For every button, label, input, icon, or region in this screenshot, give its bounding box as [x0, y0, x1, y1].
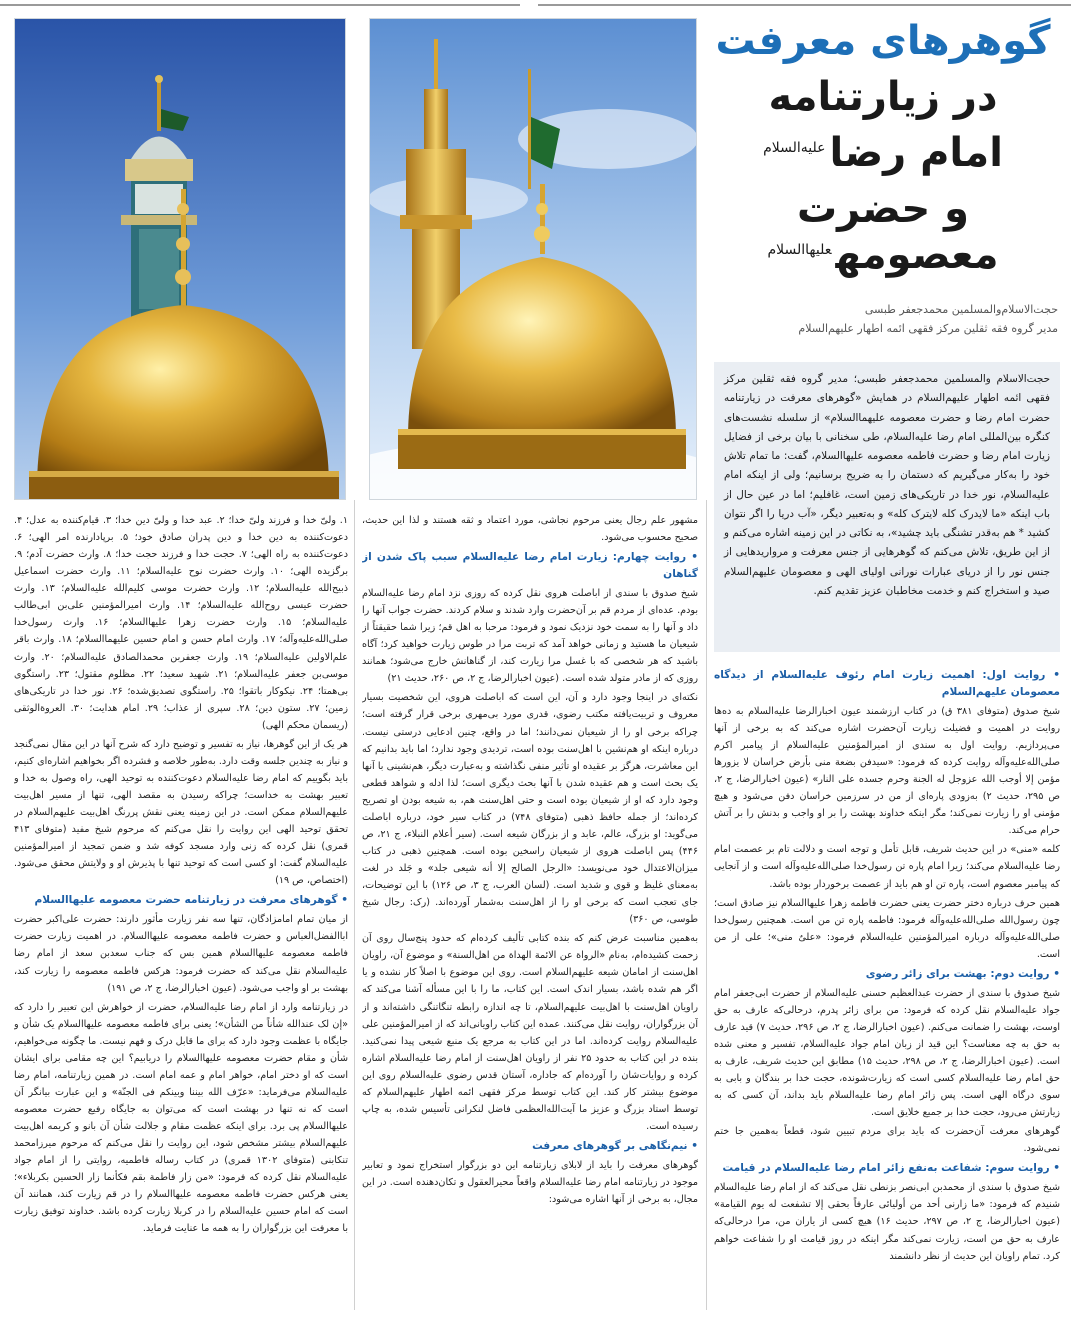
column-middle [362, 512, 698, 1314]
headline-line-4: و حضرت معصومه$^{علیهاالسلام}$ [767, 186, 999, 278]
section-title-2: • روایت دوم: بهشت برای زائر رضوی [865, 967, 1060, 980]
paragraph: نکته‌ای در اینجا وجود دارد و آن، این است که اباصلت هروی، این شخصیت بسیار معروف و تربیت‌یافته مکتب رضوی، قدری مورد بی‌مهری برخی قرار گرفته است؛ چراکه برخی او را از شیعیان نمی‌دانند؛ اما در واقع، چنین ادعایی درستی نیست. درباره اینکه او هم‌نشین با اهل‌سنت بوده است، تردیدی وجود ندارد؛ اما باید بدانیم که این معاشرت، هرگز بر عقیده او تأثیر منفی نگذاشته و به‌عبارت دیگر، هم‌نشینی با آنها یک بحث است و هم عقیده شدن با آنها بحث دیگری است؛ لذا ادله و شواهد قطعی وجود دارد که او از شیعیان بوده است و حتی اهل‌سنت هم، به شیعه بودن او تصریح کرده‌اند؛ از جمله حافظ ذهبی (متوفای ۷۴۸) در کتاب سیر خود، درباره اباصلت می‌گوید: او بزرگ، عالم، عابد و از بزرگان شیعه است. (سیر أعلام النبلاء، ج ۲۱، ص ۴۴۶) پس اباصلت هروی از شیعیان راسخین بوده است. همچنین ذهبی در کتاب میزان‌الاعتدال خود می‌نویسد: «الرجل الصالح إلا أنه شیعی جلد» و جَلد در لغت به‌معنای غلیظ و قوی و شدید است. (لسان العرب، ج ۳، ص ۱۲۶) با این توضیحات، جای تعجب است که برخی او را از اهل‌سنت به‌شمار آورده‌اند. (رک: رجال شیخ طوسی، ص ۳۶۰) [362, 692, 698, 926]
top-rule [0, 0, 1071, 10]
paragraph: گوهرهای معرفت را باید از لابلای زیارتنامه این دو بزرگوار استخراج نمود و تعابیر موجود در زیارتنامه امام رضا علیه‌السلام واقعاً محیرالعقول و تکان‌دهنده است. در این مجال، به برخی از آنها اشاره می‌شود: [362, 1159, 698, 1206]
honorific-reza: علیه‌السلام [763, 139, 826, 156]
section-title-5: • نیم‌نگاهی بر گوهرهای معرفت [532, 1140, 698, 1152]
section-title-1: • روایت اول: اهمیت زیارت امام رئوف علیه‌السلام از دیدگاه معصومان علیهم‌السلام [714, 669, 1060, 698]
author-name: حجت‌الاسلام‌والمسلمین محمدجعفر طبسی [864, 303, 1058, 316]
paragraph: در زیارتنامه وارد از امام رضا علیه‌السلام، حضرت از خواهرش این تعبیر را دارد که «إن لک عندالله شأناً من الشأن»؛ یعنی برای فاطمه معصومه علیهاالسلام یک شأن و جایگاه با عظمت وجود دارد که برای ما قابل درک و فهم نیست. ما چگونه می‌خواهیم، شأن و مقام حضرت معصومه علیهاالسلام را دریابیم؟ این چه مقامی برای ایشان است که او دختر امام، خواهر امام و عمه امام است. در همین زیارتنامه، امام رضا علیه‌السلام می‌فرماید: «عرّف الله بیننا وبینکم فی الجنّة» و این عبارت بیانگر آن است که نه تنها در بهشت است که می‌توان به جایگاه رفیع حضرت معصومه علیهاالسلام پی برد. برای اینکه عظمت مقام و جلالت شأن آن بانو و کریمه اهل‌بیت علیهم‌السلام بیشتر مشخص شود، این روایت را نقل می‌کنم که مرحوم میرزامحمد تنکابنی (متوفای ۱۳۰۲ قمری) در کتاب رساله فاطمیه، روایتی را از امام جواد علیه‌السلام نقل کرده که فرمود: «من زار فاطمة بقم فکأنما زار الحسین بکربلاء»؛ یعنی هرکس حضرت فاطمه معصومه علیهاالسلام را در قم زیارت کند، همانند آن است که امام حسین علیه‌السلام را در کربلا زیارت کرده باشد. خداوند توفیق زیارت با معرفت این بزرگواران را به همه ما عنایت فرماید. [14, 1001, 348, 1235]
shrine-dome-photo-middle [369, 18, 697, 500]
headline [708, 18, 1058, 278]
paragraph: شیخ صدوق با سندی از حضرت عبدالعظیم حسنی علیه‌السلام از حضرت ابی‌جعفر امام جواد علیه‌السلام نقل کرده که فرمود: من برای زائر پدرم، درحالی‌که عارف به حق اوست، بهشت را ضمانت می‌کنم. (عیون اخبارالرضا، ج ۲، ص ۲۹۶، حدیث ۷) قید عارف به حق به چه معناست؟ این قید از زبان امام جواد علیه‌السلام، تفسیر و معنی شده است. (عیون اخبارالرضا، ج ۲، ص ۲۹۸، حدیث ۱۵) مطابق این حدیث شریف، عارف به حق امام رضا علیه‌السلام کسی است که زیارت‌شونده، حجت خدا بر بندگان و بابی به سوی درگاه الهی است. پس زائر امام رضا علیه‌السلام باید بداند، آن کسی که به زیارتش می‌رود، حجت خدا بر جمیع خلایق است. [714, 987, 1060, 1119]
paragraph: گوهرهای معرفت آن‌حضرت که باید برای مردم تبیین شود، قطعاً به‌همین جا ختم نمی‌شود. [714, 1126, 1060, 1155]
paragraph: از میان تمام امامزادگان، تنها سه نفر زیارت مأثور دارند: حضرت علی‌اکبر حضرت اباالفضل‌العباس و حضرت فاطمه معصومه علیهاالسلام. در اهمیت زیارت حضرت فاطمه معصومه علیهاالسلام همین بس که جناب سعدبن سعد از امام رضا علیه‌السلام نقل می‌کند که حضرت فرمود: هرکس فاطمه معصومه را زیارت کند، بهشت بر او واجب می‌شود. (عیون اخبارالرضا، ج ۲، ص ۱۹۱) [14, 914, 348, 994]
section-title-6: • گوهرهای معرفت در زیارتنامه حضرت معصومه علیهاالسلام [34, 894, 348, 907]
author-position: مدیر گروه فقه ثقلین مرکز فقهی ائمه اطهار علیهم‌السلام [798, 322, 1058, 336]
headline-line-3: امام رضا$^{علیه‌السلام}$ [763, 130, 1003, 176]
shrine-dome-photo-left [14, 18, 346, 500]
column-right [714, 664, 1060, 1314]
paragraph: به‌همین مناسبت عرض کنم که بنده کتابی تألیف کرده‌ام که حدود پنج‌سال روی آن زحمت کشیده‌ام، به‌نام «الرواة عن الائمة الهداة من اهل‌السنة» و موضوع آن، راویان اهل‌سنت از امامان شیعه علیهم‌السلام است. روی این موضوع با اصلاً کار نشده و یا اگر هم شده باشد، بسیار اندک است. این کتاب، ما را با این مسأله آشنا می‌کند که راویان اهل‌سنت با اهل‌بیت علیهم‌السلام، تا چه اندازه رابطه تنگاتنگی داشته‌اند و از آن بزرگواران، روایت نقل می‌کنند. عمده این کتاب راویانی‌اند که از امیرالمؤمنین علی علیه‌السلام روایت کرده‌اند. اما در این کتاب به مرجع یک منبع شیعی پیدا نمی‌کنید. بنده در این کتاب به حدود ۲۵ نفر از راویان اهل‌سنت از امام رضا علیه‌السلام اشاره کرده و روایات‌شان را آورده‌ام که جاداره، آستان قدس رضوی علیه‌السلام روی این موضوع بیشتر کار کند. این کتاب توسط مرکز فقهی ائمه اطهار علیهم‌السلام که توسط استاد بزرگ و عزیز ما آیت‌الله‌العظمی فاضل لنکرانی تأسیس شده، به چاپ رسیده است. [362, 933, 698, 1132]
headline-line-2: در زیارتنامه [768, 74, 998, 120]
section-title-3: • روایت سوم: شفاعت به‌نفع زائر امام رضا علیه‌السلام در قیامت [722, 1162, 1060, 1175]
column-left [14, 512, 348, 1314]
paragraph: شیخ صدوق با سندی از اباصلت هروی نقل کرده که روزی نزد امام رضا علیه‌السلام بودم. عده‌ای از مردم قم بر آن‌حضرت وارد شدند و سلام کردند. حضرت جواب آنها را داد و آنها را به سمت خود نزدیک نمود و فرمود: مرحبا به اهل قم؛ زیرا شما حقیقتاً از شیعیان ما هستید و زمانی خواهد آمد که تربت مرا در طوس زیارت خواهید کرد؛ آگاه باشید که هر شخصی که با غسل مرا زیارت کند، از گناهانش خارج می‌شود؛ همانند روزی که از مادر متولد شده است. (عیون اخبارالرضا، ج ۲، ص ۲۶۰، حدیث ۲۱) [362, 588, 698, 685]
paragraph: همین حرف درباره دختر حضرت یعنی حضرت فاطمه زهرا علیهاالسلام نیز صادق است؛ چون رسول‌الله صلی‌الله‌علیه‌وآله فرمود: فاطمه پاره تن من است. همچنین رسول‌خدا صلی‌الله‌علیه‌وآله درباره امیرالمؤمنین علیه‌السلام فرمود: «علیٌ منی»؛ علی از من است. [714, 897, 1060, 960]
intro-box: حجت‌الاسلام والمسلمین محمدجعفر طبسی؛ مدیر گروه فقه ثقلین مرکز فقهی ائمه اطهار علیهم‌السلام در همایش «گوهرهای معرفت در زیارتنامه حضرت امام رضا و حضرت معصومه علیهماالسلام» از سلسله نشست‌های کنگره بین‌المللی امام رضا علیه‌السلام، طی سخنانی با بیان برخی از فضایل زیارت امام رضا و حضرت فاطمه معصومه علیهاالسلام، گفت: ما تمام تلاش خود را به‌کار می‌گیریم که دستمان را به ضریح برسانیم؛ ولی از اینکه امام علیه‌السلام، نور خدا در تاریکی‌های زمین است، غافلیم؛ اما در عین حال از باب اینکه «ما لایدرک کله لایترک کله» و به‌تعبیر دیگر، «آب دریا را اگر نتوان کشید * هم به‌قدر تشنگی باید چشید»، به نکاتی در این زمینه اشاره می‌کنم و از این طریق، تلاش می‌کنم که گوهرهایی از جنس معرفت و مرواریدهایی از جنس نور را از دریای عبارات نورانی اولیای الهی و معصومان علیهم‌السلام صید و استخراج کنم و خدمت مخاطبان عزیز تقدیم کنم. [714, 362, 1060, 652]
column-divider [706, 500, 707, 1310]
paragraph: شیخ صدوق (متوفای ۳۸۱ ق) در کتاب ارزشمند عیون اخبارالرضا علیه‌السلام به ده‌ها روایت در اهمیت و فضیلت زیارت آن‌حضرت اشاره می‌کند که به برخی از آنها می‌پردازیم. روایت اول به سندی از امیرالمؤمنین علیه‌السلام از پیامبر اکرم صلی‌الله‌علیه‌وآله روایت کرده که فرمود: «سیدفن بضعة منی بأرض خراسان لا یزورها مؤمن إلا أوجب الله عزوجل له الجنة وحرم جسده علی النار» (عیون اخبارالرضا، ج ۲، ص ۲۹۵، حدیث ۲) به‌زودی پاره‌ای از من در سرزمین خراسان دفن می‌شود و هیچ مؤمنی او را زیارت نمی‌کند؛ مگر اینکه خداوند بهشت را بر او واجب و بدنش را بر آتش حرام می‌کند. [714, 705, 1060, 837]
honorific-masoumeh: علیهاالسلام [767, 241, 832, 258]
dome-minaret-illustration [14, 19, 345, 500]
golden-dome-illustration [369, 19, 696, 500]
section-title-4: • روایت چهارم: زیارت امام رضا علیه‌السلام سبب پاک شدن از گناهان [362, 551, 698, 581]
paragraph: هر یک از این گوهرها، نیاز به تفسیر و توضیح دارد که شرح آنها در این مقال نمی‌گنجد و نیاز به چندین جلسه وقت دارد. به‌طور خلاصه و فشرده اگر بخواهیم اشاره‌ای کنیم، باید بگوییم که امام رضا علیه‌السلام دعوت‌کننده به توحید الهی، راه وصول به خدا و تعبیر بهشت به خداست؛ چراکه رسیدن به مقصد الهی، تنها از مسیر اهل‌بیت علیهم‌السلام ممکن است. در این زمینه یعنی نقش پررنگ اهل‌بیت علیهم‌السلام در تحقق توحید الهی این روایت را نقل می‌کنم که مرحوم شیخ مفید (متوفای ۴۱۳ قمری) نقل کرده که زنی وارد مسجد کوفه شد و ضمن تمجید از امیرالمؤمنین علیه‌السلام گفت: او کسی است که توحید تنها با پذیرش او و ولایتش محقق می‌شود. (اختصاص، ص ۱۹) [14, 738, 348, 887]
paragraph: کلمه «منی» در این حدیث شریف، قابل تأمل و توجه است و دلالت تام بر عصمت امام رضا علیه‌السلام می‌کند؛ زیرا امام پاره تن رسول‌خدا صلی‌الله‌علیه‌وآله است و از آنجایی که پیامبر معصوم است، پاره تن او هم باید از عصمت برخوردار بوده باشد. [714, 844, 1060, 890]
author-byline [712, 300, 1058, 339]
headline-line-1: گوهرهای معرفت [715, 18, 1051, 64]
attributes-list: ۱. ولیّ خدا و فرزند ولیّ خدا؛ ۲. عبد خدا و ولیّ دین خدا؛ ۳. قیام‌کننده به عدل؛ ۴. دعوت‌کننده به دین خدا و دین پدران صادق خود؛ ۵. برپادارنده امر الهی؛ ۶. دعوت‌کننده به راه الهی؛ ۷. حجت خدا و فرزند حجت خدا؛ ۸. وارث حضرت آدم؛ ۹. برگزیده الهی؛ ۱۰. وارث حضرت نوح علیه‌السلام؛ ۱۱. وارث حضرت اسماعیل ذبیح‌الله علیه‌السلام؛ ۱۲. وارث حضرت موسی کلیم‌الله علیه‌السلام؛ ۱۳. وارث حضرت عیسی روح‌الله علیه‌السلام؛ ۱۴. وارث امیرالمؤمنین علی‌بن ابی‌طالب علیه‌السلام؛ ۱۵. وارث حضرت زهرا علیهاالسلام؛ ۱۶. وارث رسول‌خدا صلی‌الله‌علیه‌وآله؛ ۱۷. وارث امام حسن و امام حسین علیهماالسلام؛ ۱۸. وارث باقر علم‌الاولین علیه‌السلام؛ ۱۹. وارث جعفربن محمدالصادق علیه‌السلام؛ ۲۰. وارث موسی‌بن جعفر علیه‌السلام؛ ۲۱. شهید سعید؛ ۲۲. مظلوم مقتول؛ ۲۳. راستگوی بی‌همتا؛ ۲۴. نیکوکار باتقوا؛ ۲۵. راستگوی تصدیق‌شده؛ ۲۶. نور خدا در تاریکی‌های زمین؛ ۲۷. ستون دین؛ ۲۸. سپری از عذاب؛ ۲۹. امام هدایت؛ ۳۰. العروة‌الوثقی (ریسمان محکم الهی) [14, 515, 348, 731]
paragraph: شیخ صدوق با سندی از محمدبن ابی‌نصر بزنطی نقل می‌کند که از امام رضا علیه‌السلام شنیدم که فرمود: «ما زارنی أحد من أولیائی عارفاً بحقی إلا تشفعت له یوم القیامة» (عیون اخبارالرضا، ج ۲، ص ۲۹۷، حدیث ۱۶) هیچ کسی از یاران من، مرا درحالی‌که عارف به حق من است، زیارت نمی‌کند مگر اینکه در روز قیامت او را شفاعت خواهم کرد. تمام راویان این حدیث از نظر دانشمند [714, 1182, 1060, 1262]
paragraph: مشهور علم رجال یعنی مرحوم نجاشی، مورد اعتماد و ثقه هستند و لذا این حدیث، صحیح محسوب می‌شود. [362, 515, 698, 544]
column-divider [354, 500, 355, 1310]
